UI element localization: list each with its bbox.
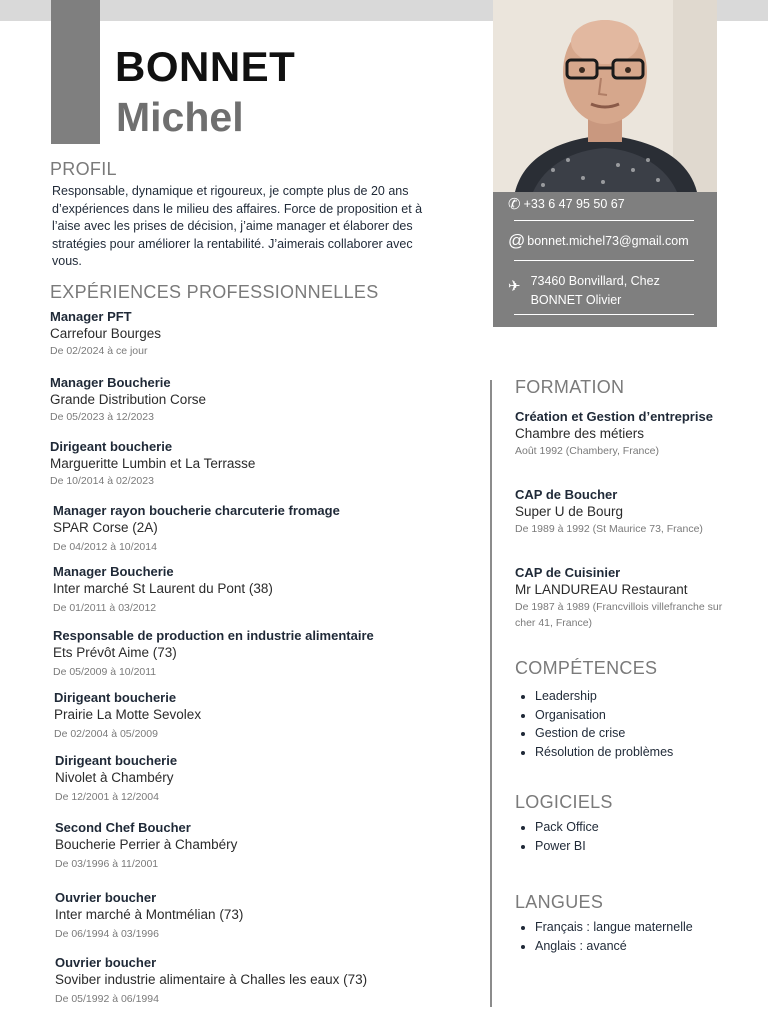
experience-item <box>55 753 475 805</box>
formation-heading: FORMATION <box>515 377 625 397</box>
experience-title: Manager Boucherie <box>53 564 174 579</box>
experience-company: Nivolet à Chambéry <box>55 770 174 785</box>
experience-item <box>55 955 475 1007</box>
address-line-1: 73460 Bonvillard, Chez <box>530 274 660 288</box>
experience-company: Prairie La Motte Sevolex <box>54 707 202 722</box>
formation-title: CAP de Cuisinier <box>515 565 621 580</box>
experience-company: Soviber industrie alimentaire à Challes les eaux (73) <box>55 972 368 987</box>
profil-heading: PROFIL <box>50 159 117 179</box>
list-item: • Leadership <box>535 687 673 706</box>
column-divider <box>490 380 492 1007</box>
experience-dates: De 05/1992 à 06/1994 <box>55 993 159 1005</box>
langues-list <box>515 918 693 955</box>
contact-phone-row <box>508 197 716 212</box>
experience-title: Ouvrier boucher <box>55 890 157 905</box>
formation-item <box>515 408 755 459</box>
experience-title: Dirigeant boucherie <box>50 439 173 454</box>
experience-dates: De 02/2024 à ce jour <box>50 345 148 357</box>
experience-title: Responsable de production en industrie alimentaire <box>53 628 374 643</box>
contact-divider <box>514 260 694 261</box>
experience-dates: De 06/1994 à 03/1996 <box>55 928 159 940</box>
formation-dates: De 1989 à 1992 (St Maurice 73, France) <box>515 523 703 535</box>
experience-title: Dirigeant boucherie <box>55 753 178 768</box>
experience-title: Manager PFT <box>50 309 132 324</box>
email-address[interactable]: bonnet.michel73@gmail.com <box>527 234 689 248</box>
address-line-2: BONNET Olivier <box>530 293 622 307</box>
experience-item <box>55 820 475 872</box>
formation-item <box>515 486 755 537</box>
first-name: Michel <box>116 94 244 140</box>
contact-address-row <box>508 272 716 310</box>
portrait-illustration <box>493 0 717 192</box>
experience-title: Second Chef Boucher <box>55 820 191 835</box>
experience-item <box>50 375 470 425</box>
experience-company: Carrefour Bourges <box>50 326 162 341</box>
phone-number[interactable]: +33 6 47 95 50 67 <box>523 197 625 211</box>
experience-dates: De 01/2011 à 03/2012 <box>53 602 157 614</box>
list-item: • Organisation <box>535 706 673 725</box>
list-item: • Power BI <box>535 837 599 856</box>
contact-divider <box>514 314 694 315</box>
experiences-heading: EXPÉRIENCES PROFESSIONNELLES <box>50 282 379 302</box>
experience-company: Ets Prévôt Aime (73) <box>53 645 177 660</box>
list-item: • Anglais : avancé <box>535 937 693 956</box>
experience-company: Margueritte Lumbin et La Terrasse <box>50 456 256 471</box>
experience-item <box>53 503 473 555</box>
address <box>531 272 660 310</box>
pin-icon: ✈ <box>508 278 521 295</box>
formation-dates: De 1987 à 1989 (Francvillois villefranche sur cher 41, France) <box>515 601 723 629</box>
formation-dates: Août 1992 (Chambery, France) <box>515 445 659 457</box>
competences-heading: COMPÉTENCES <box>515 658 658 678</box>
experience-item <box>54 690 474 742</box>
experience-item <box>50 439 470 489</box>
last-name: BONNET <box>115 43 296 90</box>
experience-dates: De 05/2009 à 10/2011 <box>53 666 157 678</box>
experience-item <box>55 890 475 942</box>
formation-school: Chambre des métiers <box>515 426 645 441</box>
formation-title: Création et Gestion d’entreprise <box>515 409 713 424</box>
experience-company: Inter marché à Montmélian (73) <box>55 907 244 922</box>
experience-title: Manager rayon boucherie charcuterie fromage <box>53 503 340 518</box>
phone-icon: ✆ <box>508 196 521 213</box>
formation-school: Super U de Bourg <box>515 504 624 519</box>
experience-dates: De 10/2014 à 02/2023 <box>50 475 154 487</box>
logiciels-heading: LOGICIELS <box>515 792 613 812</box>
experience-item <box>53 628 473 680</box>
list-item: • Résolution de problèmes <box>535 743 673 762</box>
experience-company: Inter marché St Laurent du Pont (38) <box>53 581 273 596</box>
contact-box <box>493 192 717 327</box>
experience-item <box>53 564 473 616</box>
list-item: • Français : langue maternelle <box>535 918 693 937</box>
experience-company: SPAR Corse (2A) <box>53 520 158 535</box>
experience-company: Grande Distribution Corse <box>50 392 207 407</box>
experience-dates: De 05/2023 à 12/2023 <box>50 411 154 423</box>
name-accent-bar <box>51 0 100 144</box>
formation-item <box>515 564 755 631</box>
competences-list <box>515 687 673 761</box>
list-item: • Pack Office <box>535 818 599 837</box>
profil-text: Responsable, dynamique et rigoureux, je compte plus de 20 ans d’expériences dans le milieu des affaires. Force de proposition et à l’aise avec les prises de décision, j’aime manager et élaborer des stratégies pour améliorer la rentabilité. J’aimerais collaborer avec vous. <box>52 184 423 268</box>
langues-heading: LANGUES <box>515 892 604 912</box>
logiciels-list <box>515 818 599 855</box>
experience-company: Boucherie Perrier à Chambéry <box>55 837 238 852</box>
profile-photo <box>493 0 717 192</box>
formation-title: CAP de Boucher <box>515 487 618 502</box>
contact-divider <box>514 220 694 221</box>
experience-title: Dirigeant boucherie <box>54 690 177 705</box>
experience-dates: De 04/2012 à 10/2014 <box>53 541 157 553</box>
contact-email-row <box>508 232 716 249</box>
experience-title: Manager Boucherie <box>50 375 171 390</box>
experience-title: Ouvrier boucher <box>55 955 157 970</box>
experience-item <box>50 309 470 359</box>
experience-dates: De 03/1996 à 11/2001 <box>55 858 159 870</box>
list-item: • Gestion de crise <box>535 724 673 743</box>
formation-school: Mr LANDUREAU Restaurant <box>515 582 688 597</box>
experience-dates: De 12/2001 à 12/2004 <box>55 791 159 803</box>
experience-dates: De 02/2004 à 05/2009 <box>54 728 158 740</box>
at-icon: @ <box>508 231 526 250</box>
